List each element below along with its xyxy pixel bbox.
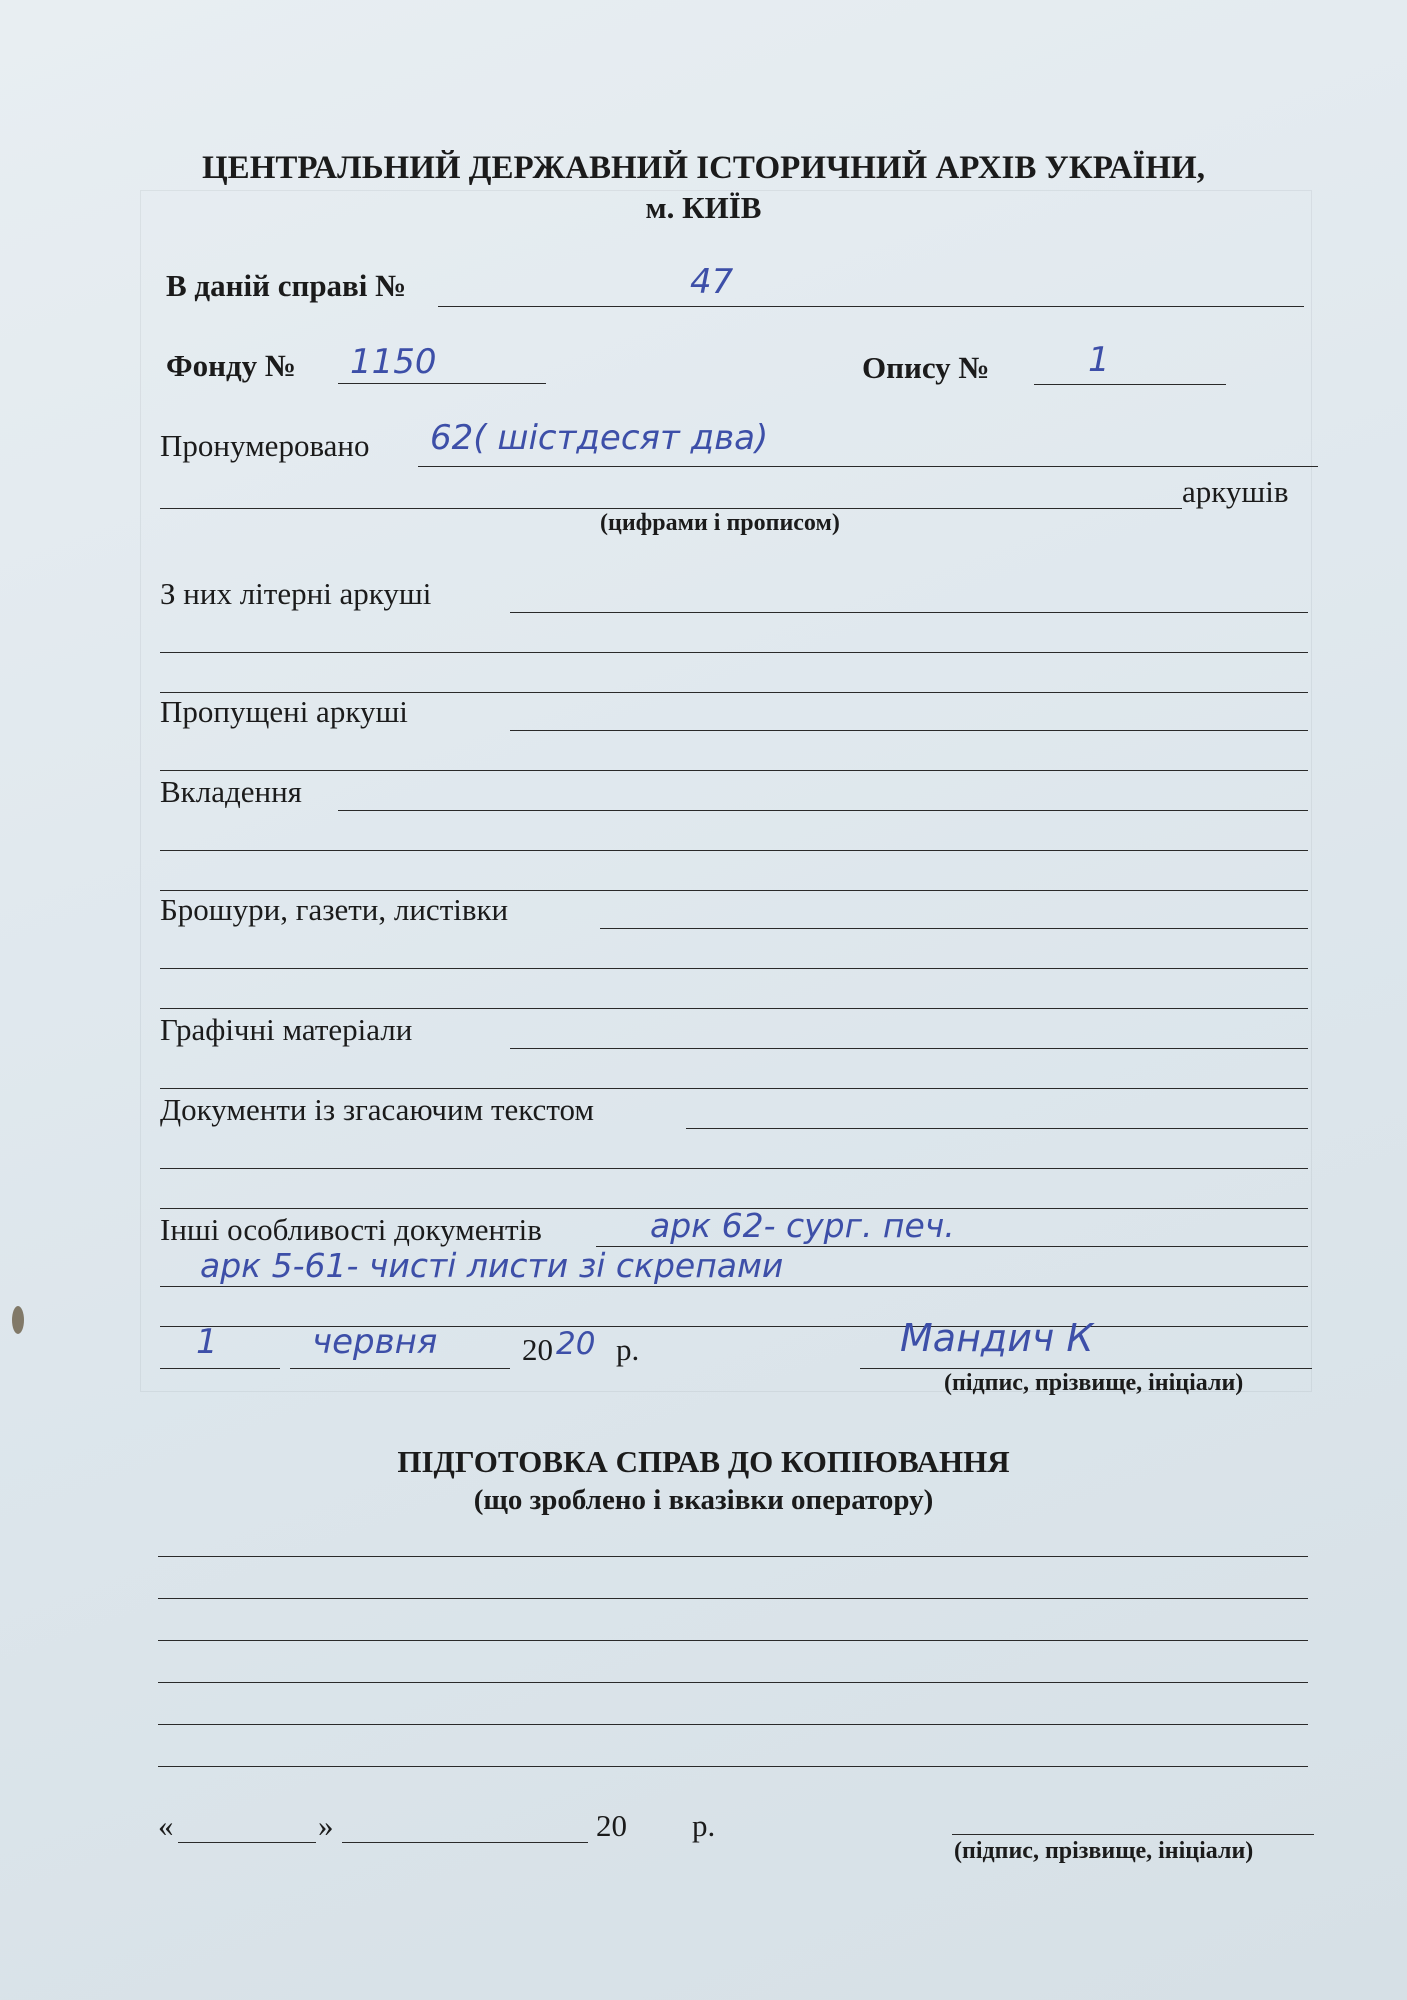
missing-sheets-line-1 [510, 730, 1308, 731]
archive-city: м. КИЇВ [645, 190, 762, 225]
signature: Мандич К [900, 1316, 1094, 1360]
date-r: р. [616, 1332, 640, 1367]
signature-line [860, 1368, 1312, 1369]
date-day-line [160, 1368, 280, 1369]
section2-line-4 [158, 1682, 1308, 1683]
fading-docs-label: Документи із згасаючим текстом [160, 1092, 594, 1127]
fond-label: Фонду № [166, 348, 297, 383]
brochures-line-3 [160, 1008, 1308, 1009]
date-day: 1 [196, 1322, 218, 1362]
case-number-label: В даній справі № [166, 268, 407, 303]
missing-sheets-label: Пропущені аркуші [160, 694, 408, 729]
section2-line-1 [158, 1556, 1308, 1557]
graphics-line-1 [510, 1048, 1308, 1049]
opys-line [1034, 384, 1226, 385]
section2-line-2 [158, 1598, 1308, 1599]
numbered-caption: (цифрами і прописом) [600, 510, 840, 536]
numbered-suffix: аркушів [1182, 474, 1289, 509]
case-number-line [438, 306, 1304, 307]
footer-signature-caption: (підпис, прізвище, ініціали) [954, 1838, 1254, 1864]
other-features-value-2: арк 5-61- чисті листи зі скрепами [200, 1246, 784, 1285]
literal-sheets-line-3 [160, 692, 1308, 693]
literal-sheets-line-1 [510, 612, 1308, 613]
opys-value: 1 [1088, 340, 1110, 380]
attachments-line-2 [160, 850, 1308, 851]
numbered-line-1 [418, 466, 1318, 467]
date-month: червня [312, 1322, 438, 1362]
footer-open-quote: « [158, 1808, 174, 1843]
attachments-label: Вкладення [160, 774, 302, 809]
missing-sheets-line-2 [160, 770, 1308, 771]
fading-docs-line-1 [686, 1128, 1308, 1129]
paper-stain [8, 1300, 28, 1340]
attachments-line-1 [338, 810, 1308, 811]
numbered-value: 62( шістдесят два) [430, 418, 769, 458]
fading-docs-line-2 [160, 1168, 1308, 1169]
fond-value: 1150 [350, 342, 437, 382]
brochures-line-2 [160, 968, 1308, 969]
graphics-label: Графічні матеріали [160, 1012, 413, 1047]
footer-day-line [178, 1842, 316, 1843]
section2-line-3 [158, 1640, 1308, 1641]
numbered-label: Пронумеровано [160, 428, 370, 463]
other-features-line-2 [160, 1286, 1308, 1287]
fond-line [338, 383, 546, 384]
opys-label: Опису № [862, 350, 990, 385]
footer-signature-line [952, 1834, 1314, 1835]
footer-year-prefix: 20 [596, 1808, 627, 1843]
case-number-value: 47 [690, 262, 734, 302]
signature-caption: (підпис, прізвище, ініціали) [944, 1370, 1244, 1396]
attachments-line-3 [160, 890, 1308, 891]
footer-r: р. [692, 1808, 716, 1843]
section2-line-5 [158, 1724, 1308, 1725]
section2-title: ПІДГОТОВКА СПРАВ ДО КОПІЮВАННЯ [397, 1444, 1010, 1479]
section2-subtitle: (що зроблено і вказівки оператору) [473, 1484, 934, 1516]
numbered-line-2 [160, 508, 1182, 509]
graphics-line-2 [160, 1088, 1308, 1089]
literal-sheets-label: З них літерні аркуші [160, 576, 432, 611]
footer-month-line [342, 1842, 588, 1843]
date-year-prefix: 20 [522, 1332, 553, 1367]
archive-title: ЦЕНТРАЛЬНИЙ ДЕРЖАВНИЙ ІСТОРИЧНИЙ АРХІВ УКРАЇНИ, [202, 150, 1205, 186]
brochures-label: Брошури, газети, листівки [160, 892, 509, 927]
other-features-value-1: арк 62- сург. печ. [650, 1206, 955, 1245]
date-year-suffix: 20 [556, 1326, 596, 1362]
footer-close-quote: » [318, 1808, 334, 1843]
other-features-label: Інші особливості документів [160, 1212, 542, 1247]
section2-line-6 [158, 1766, 1308, 1767]
date-month-line [290, 1368, 510, 1369]
brochures-line-1 [600, 928, 1308, 929]
literal-sheets-line-2 [160, 652, 1308, 653]
